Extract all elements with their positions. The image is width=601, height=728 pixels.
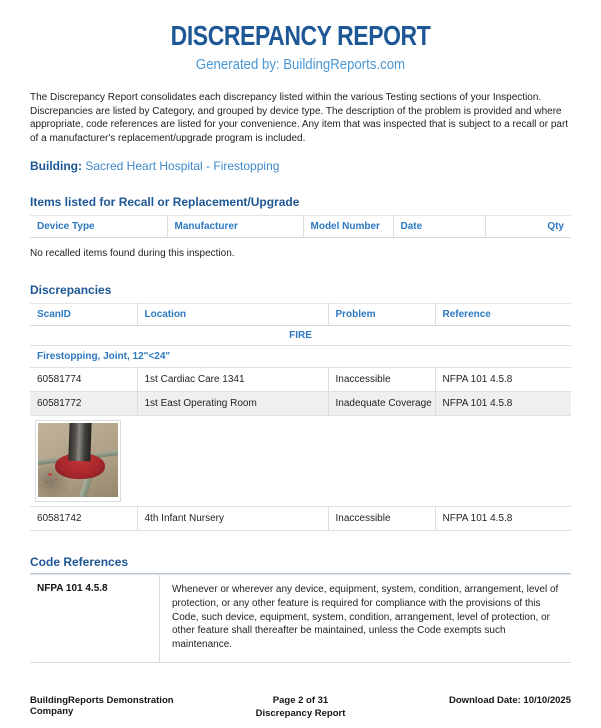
cell-scanid: 60581742 [30,507,137,531]
code-reference-id: NFPA 101 4.5.8 [30,575,160,662]
table-row [30,392,571,416]
footer-page-info [210,695,390,720]
recall-header-row [30,216,571,238]
category-label: FIRE [30,326,571,346]
cell-location: 1st Cardiac Care 1341 [137,368,328,392]
discrepancies-header-row [30,304,571,326]
red-sealant-splatter [48,473,52,476]
cell-problem: Inaccessible [328,368,435,392]
cell-location: 1st East Operating Room [137,392,328,416]
cell-problem: Inaccessible [328,507,435,531]
group-label: Firestopping, Joint, 12"<24" [30,346,571,368]
disc-col-scanid: ScanID [30,304,137,326]
recall-col-model-number: Model Number [303,216,393,238]
cell-reference: NFPA 101 4.5.8 [435,392,571,416]
recall-col-date: Date [393,216,485,238]
discrepancies-table [30,303,571,531]
recall-section-heading: Items listed for Recall or Replacement/Upgrade [30,195,300,209]
code-reference-item [30,574,571,663]
cell-location: 4th Infant Nursery [137,507,328,531]
discrepancies-section-heading: Discrepancies [30,283,112,297]
page-title: DISCREPANCY REPORT [170,20,431,51]
cell-problem: Inadequate Coverage [328,392,435,416]
building-label: Building: [30,159,82,173]
cell-scanid: 60581774 [30,368,137,392]
recall-table [30,215,571,238]
pipe [68,423,91,461]
page-footer [30,695,571,720]
footer-download-date: Download Date: 10/10/2025 [449,695,571,706]
building-value: Sacred Heart Hospital - Firestopping [85,159,280,173]
table-row [30,507,571,531]
footer-company: BuildingReports Demonstration Company [30,695,174,717]
photo-row [30,416,571,507]
code-reference-description: Whenever or wherever any device, equipment, system, condition, arrangement, level of protection, or any other feature is required for compliance with the provisions of this Code, such device, equipment, system, condition, arrangement, level of protection, or other feature shall thereafter be maintained, unless the Code exempts such maintenance. [172,584,559,651]
recall-col-device-type: Device Type [30,216,167,238]
cell-reference: NFPA 101 4.5.8 [435,368,571,392]
group-row [30,346,571,368]
disc-col-reference: Reference [435,304,571,326]
footer-page-number: Page 2 of 31 [272,695,329,706]
table-row [30,368,571,392]
disc-col-problem: Problem [328,304,435,326]
buildingreports-link[interactable]: Generated by: BuildingReports.com [195,56,406,73]
building-line [30,159,571,173]
recall-col-manufacturer: Manufacturer [167,216,303,238]
discrepancy-photo [35,420,121,502]
firestop-joint-photo [38,423,118,497]
category-row [30,326,571,346]
footer-report-name: Discrepancy Report [255,707,346,719]
cell-scanid: 60581772 [30,392,137,416]
report-description: The Discrepancy Report consolidates each discrepancy listed within the various Testing sections of your Inspection. Discrepancies are listed by Category, and grouped by device type. The description of the problem is provided and where appropriate, code references are listed for your convenience. Any item that was inspected that is subject to a recall or part of a manufacturer's replacement/upgrade program is included. [30,92,569,144]
recall-empty-message: No recalled items found during this inspection. [30,248,235,259]
disc-col-location: Location [137,304,328,326]
recall-col-qty: Qty [485,216,571,238]
code-references-heading: Code References [30,555,571,574]
cell-reference: NFPA 101 4.5.8 [435,507,571,531]
